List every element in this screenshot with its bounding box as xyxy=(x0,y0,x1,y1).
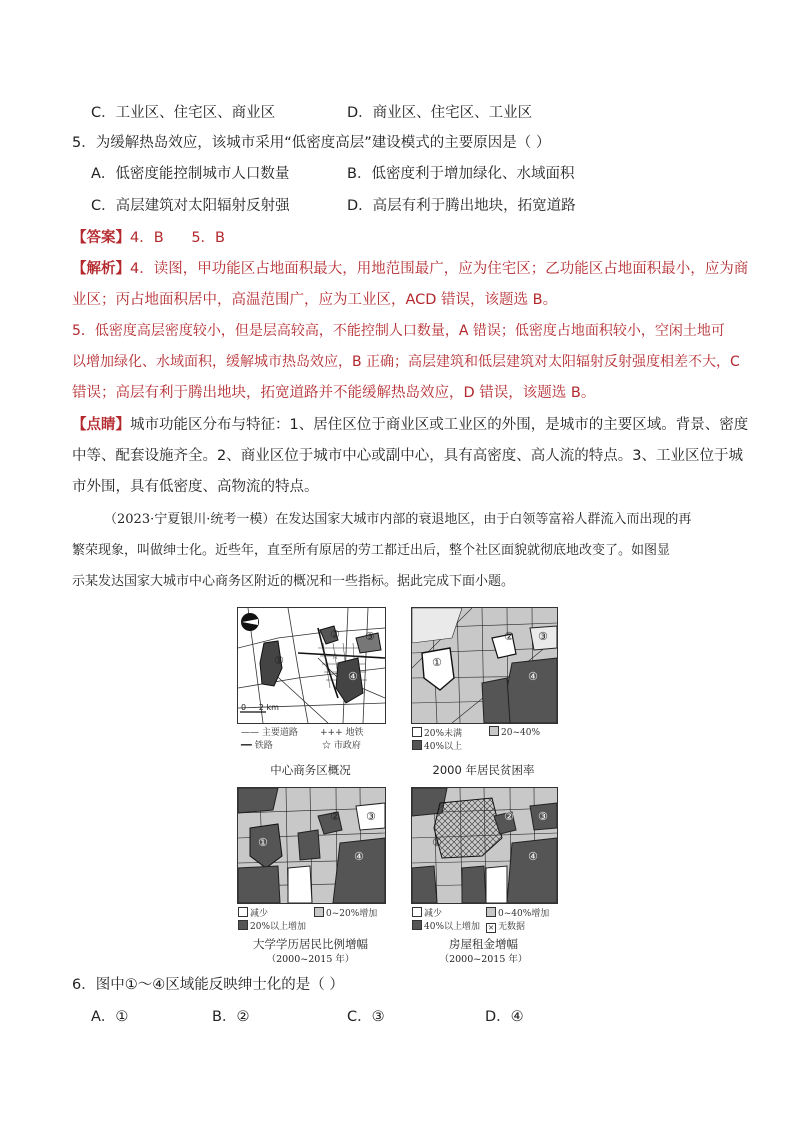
analysis-line-1 xyxy=(72,259,748,279)
legend-large-increase-label: 20%以上增加 xyxy=(250,922,307,932)
analysis-text-1: 4．读图，甲功能区占地面积最大，用地范围最广，应为住宅区；乙功能区占地面积最小，应为商 xyxy=(130,261,749,277)
map2-label-3: ③ xyxy=(538,630,548,643)
q5-option-b: B．低密度利于增加绿化、水域面积 xyxy=(347,166,575,182)
answer-text: 4．B 5．B xyxy=(130,230,226,246)
map1-legend-cityhall xyxy=(322,738,361,751)
q4-option-d: D．商业区、住宅区、工业区 xyxy=(347,105,533,121)
map2-legend-high xyxy=(412,739,462,752)
map4-legend-nodata: ✕ 无数据 xyxy=(486,919,525,933)
q5-option-c: C．高层建筑对太阳辐射反射强 xyxy=(91,198,290,214)
q6-option-d: D．④ xyxy=(485,1009,524,1025)
map4-caption: 房屋租金增幅 xyxy=(449,937,518,951)
answer-block xyxy=(72,228,225,248)
legend-rent-small-label: 0~40%增加 xyxy=(498,909,550,919)
analysis-line-5: 错误；高层有利于腾出地块，拓宽道路并不能缓解热岛效应，D 错误，该题选 B。 xyxy=(72,385,596,401)
map1-legend-road: —— 主要道路 xyxy=(241,728,298,738)
map2-legend-low xyxy=(412,726,462,739)
map1-label-2: ② xyxy=(330,628,340,641)
q6-option-c: C．③ xyxy=(347,1009,385,1025)
map3-label-2: ② xyxy=(330,810,340,823)
legend-decrease-label: 减少 xyxy=(250,909,269,919)
map4-label-2: ② xyxy=(504,810,514,823)
city-hall-icon: ☆ xyxy=(331,652,340,662)
tip-text-1: 城市功能区分布与特征：1、居住区位于商业区或工业区的外围，是城市的主要区域。背景、密度 xyxy=(130,417,749,433)
map-cbd-overview xyxy=(237,607,386,724)
tip-tag: 【点睛】 xyxy=(72,417,130,433)
analysis-line-3: 5．低密度高层密度较小，但是层高较高，不能控制人口数量，A 错误；低密度占地面积较小，空闲土地可 xyxy=(72,323,725,339)
legend-mid-label: 20~40% xyxy=(501,728,540,738)
legend-rail-label: 铁路 xyxy=(254,741,273,751)
map1-label-4: ④ xyxy=(348,670,358,683)
legend-road-label: 主要道路 xyxy=(261,728,298,738)
map3-label-1: ① xyxy=(258,836,268,849)
legend-small-increase-label: 0~20%增加 xyxy=(326,909,378,919)
passage-line-2: 繁荣现象，叫做绅士化。近些年，直至所有原居的劳工都迁出后，整个社区面貌就彻底地改变了。如图显 xyxy=(72,543,671,558)
legend-rent-decrease-label: 减少 xyxy=(424,909,443,919)
map-rent-increase xyxy=(411,787,558,904)
map2-caption: 2000 年居民贫困率 xyxy=(432,763,535,777)
map1-caption: 中心商务区概况 xyxy=(270,763,351,777)
analysis-line-4: 以增加绿化、水域面积，缓解城市热岛效应，B 正确；高层建筑和低层建筑对太阳辐射反射强度相差不大，C xyxy=(72,354,740,370)
map-education-increase xyxy=(237,787,386,904)
map2-label-4: ④ xyxy=(528,670,538,683)
passage-line-3: 示某发达国家大城市中心商务区附近的概况和一些指标。据此完成下面小题。 xyxy=(72,574,515,589)
analysis-line-2: 业区；丙占地面积居中，高温范围广，应为工业区，ACD 错误，该题选 B。 xyxy=(72,292,558,308)
q6-stem: 6．图中①～④区域能反映绅士化的是（ ） xyxy=(72,977,344,993)
map2-label-2: ② xyxy=(504,630,514,643)
star-icon: ☆ xyxy=(322,741,332,751)
legend-nodata-label: 无数据 xyxy=(498,922,526,932)
map1-legend-subway: +++ 地铁 xyxy=(320,728,364,738)
q6-option-b: B．② xyxy=(212,1009,250,1025)
map4-legend-large xyxy=(412,919,480,932)
q6-option-a: A．① xyxy=(91,1009,129,1025)
map3-legend-small xyxy=(314,906,377,919)
legend-high-label: 40%以上 xyxy=(424,742,463,752)
map1-label-1: ① xyxy=(274,654,284,667)
tip-line-1 xyxy=(72,415,748,435)
passage-line-1: （2023·宁夏银川·统考一模）在发达国家大城市内部的衰退地区，由于白领等富裕人群流入而出现的再 xyxy=(104,512,692,527)
tip-line-2: 中等、配套设施齐全。2、商业区位于城市中心或副中心，具有高密度、高人流的特点。3、工业区位于城 xyxy=(72,448,743,464)
legend-cityhall-label: 市政府 xyxy=(333,741,361,751)
map2-legend-mid xyxy=(489,726,540,738)
q5-option-d: D．高层有利于腾出地块，拓宽道路 xyxy=(347,198,576,214)
tip-line-3: 市外围，具有低密度、高物流的特点。 xyxy=(72,479,319,495)
map1-legend-rail: ━━ 铁路 xyxy=(241,741,273,751)
legend-low-label: 20%未满 xyxy=(424,729,463,739)
analysis-tag: 【解析】 xyxy=(72,261,130,277)
map4-legend-decrease xyxy=(412,906,442,919)
q5-stem: 5．为缓解热岛效应，该城市采用“低密度高层”建设模式的主要原因是（ ） xyxy=(72,135,551,151)
map4-label-4: ④ xyxy=(528,850,538,863)
q4-option-c: C．工业区、住宅区、商业区 xyxy=(91,105,276,121)
legend-rent-large-label: 40%以上增加 xyxy=(424,922,481,932)
answer-tag: 【答案】 xyxy=(72,230,130,246)
map3-label-4: ④ xyxy=(354,850,364,863)
map4-subcaption: （2000~2015 年） xyxy=(439,954,528,965)
map1-label-3: ③ xyxy=(365,630,375,643)
map4-label-1: ① xyxy=(432,836,442,849)
map3-label-3: ③ xyxy=(366,810,376,823)
map4-legend-small xyxy=(486,906,549,919)
map2-label-1: ① xyxy=(432,656,442,669)
map3-subcaption: （2000~2015 年） xyxy=(266,954,355,965)
map-poverty-2000 xyxy=(411,607,558,724)
map3-legend-large xyxy=(238,919,306,932)
legend-subway-label: 地铁 xyxy=(345,728,364,738)
map3-caption: 大学学历居民比例增幅 xyxy=(253,937,368,951)
map3-legend-decrease xyxy=(238,906,268,919)
map4-label-3: ③ xyxy=(538,810,548,823)
q5-option-a: A．低密度能控制城市人口数量 xyxy=(91,166,290,182)
map1-scale: 0 2 km xyxy=(241,703,279,712)
